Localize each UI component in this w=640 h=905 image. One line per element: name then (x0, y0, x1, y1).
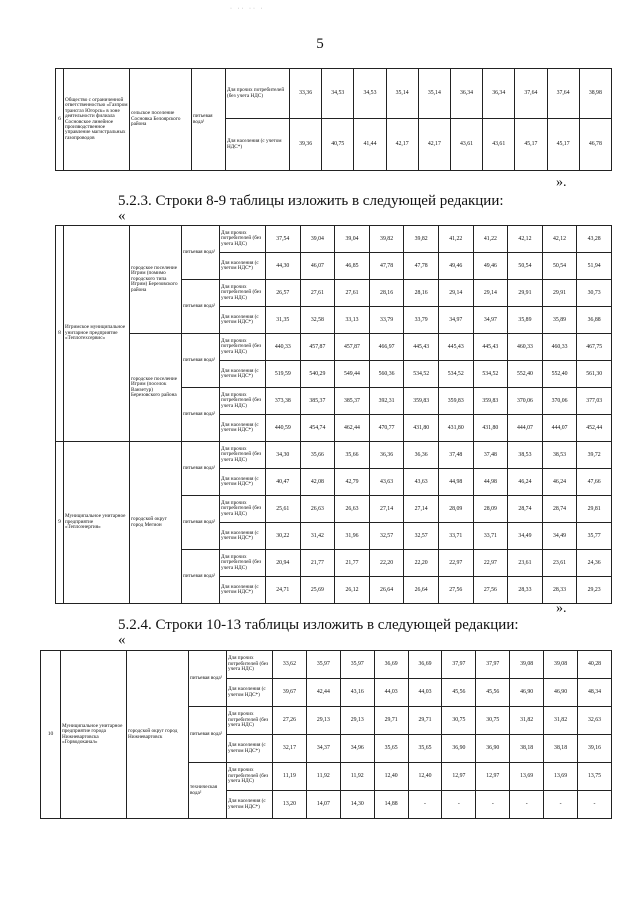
tariff-value: 534,52 (473, 361, 508, 388)
territory-name: городской округ город Мегион (130, 442, 182, 604)
tariff-value: 12,97 (476, 763, 510, 791)
tariff-value: 457,87 (300, 334, 335, 361)
tariff-value: 22,97 (438, 550, 473, 577)
tariff-value: 36,69 (408, 651, 442, 679)
tariff-value: 385,37 (300, 388, 335, 415)
tariff-value: 27,61 (335, 280, 370, 307)
tariff-value: 24,36 (577, 550, 612, 577)
tariff-value: 39,08 (510, 651, 544, 679)
tariff-value: 47,66 (577, 469, 612, 496)
tariff-value: 29,13 (306, 707, 340, 735)
consumer-label-population: Для населения (с учетом НДС*) (220, 523, 266, 550)
opening-quote: « (118, 632, 126, 648)
tariff-value: 40,47 (266, 469, 301, 496)
consumer-label-others: Для прочих потребителей (без учета НДС) (220, 550, 266, 577)
tariff-value: 29,71 (374, 707, 408, 735)
tariff-value: 34,53 (354, 69, 386, 119)
tariff-value: 36,36 (404, 442, 439, 469)
tariff-value: 29,14 (438, 280, 473, 307)
tariff-value: 38,53 (508, 442, 543, 469)
tariff-value: 43,61 (483, 119, 515, 171)
tariff-value: 462,44 (335, 415, 370, 442)
tariff-value: 14,07 (306, 791, 340, 819)
tariff-value: 552,40 (508, 361, 543, 388)
tariff-value: 460,33 (508, 334, 543, 361)
tariff-value: 33,13 (335, 307, 370, 334)
tariff-value: - (442, 791, 476, 819)
tariff-value: 27,56 (473, 577, 508, 604)
tariff-value: 39,82 (369, 226, 404, 253)
closing-quote: ». (556, 601, 567, 616)
water-type: питьевая вода¹ (189, 651, 227, 707)
consumer-label-population: Для населения (с учетом НДС*) (226, 119, 290, 171)
tariff-value: 28,33 (542, 577, 577, 604)
tariff-value: 49,46 (438, 253, 473, 280)
water-type: питьевая вода² (182, 280, 220, 334)
tariff-value: 561,30 (577, 361, 612, 388)
tariff-value: 44,03 (374, 679, 408, 707)
tariff-value: - (544, 791, 578, 819)
tariff-value: 29,23 (577, 577, 612, 604)
tariff-value: 552,40 (542, 361, 577, 388)
tariff-value: 39,04 (335, 226, 370, 253)
tariff-value: 38,98 (579, 69, 611, 119)
tariff-value: 23,61 (542, 550, 577, 577)
tariff-value: 46,78 (579, 119, 611, 171)
tariff-value: 35,65 (374, 735, 408, 763)
tariff-value: 44,03 (408, 679, 442, 707)
tariff-value: 36,88 (577, 307, 612, 334)
tariff-value: 35,77 (577, 523, 612, 550)
consumer-label-population: Для населения (с учетом НДС*) (227, 679, 273, 707)
tariff-value: 44,98 (473, 469, 508, 496)
opening-quote: « (118, 208, 126, 224)
tariff-value: 27,56 (438, 577, 473, 604)
tariff-value: 46,85 (335, 253, 370, 280)
tariff-value: 12,97 (442, 763, 476, 791)
tariff-value: 32,57 (404, 523, 439, 550)
tariff-value: 39,16 (578, 735, 612, 763)
tariff-value: 370,06 (508, 388, 543, 415)
tariff-value: 51,94 (577, 253, 612, 280)
tariff-value: 37,97 (442, 651, 476, 679)
tariff-value: 36,90 (476, 735, 510, 763)
tariff-value: 38,18 (510, 735, 544, 763)
tariff-value: 431,80 (404, 415, 439, 442)
organization-name: Общество с ограниченной ответственностью «Газпром трансгаз Югорск» в зоне деятельности филиала Сосновское линейное производственное управление магистральных газопроводов (64, 69, 130, 171)
tariff-value: 35,97 (306, 651, 340, 679)
tariff-value: - (476, 791, 510, 819)
tariff-value: 359,83 (473, 388, 508, 415)
tariff-value: 28,74 (542, 496, 577, 523)
consumer-label-others: Для прочих потребителей (без учета НДС) (227, 707, 273, 735)
tariff-value: 11,92 (340, 763, 374, 791)
tariff-value: 34,97 (438, 307, 473, 334)
tariff-value: 31,82 (510, 707, 544, 735)
tariff-value: 36,69 (374, 651, 408, 679)
tariff-value: 444,07 (508, 415, 543, 442)
territory-name: сельское поселение Сосновка Белоярского района (130, 69, 192, 171)
tariff-value: 26,63 (300, 496, 335, 523)
tariff-value: 519,59 (266, 361, 301, 388)
tariff-value: 30,75 (476, 707, 510, 735)
tariff-value: 31,82 (544, 707, 578, 735)
tariff-value: 22,20 (404, 550, 439, 577)
tariff-value: 45,17 (515, 119, 547, 171)
tariff-value: 36,36 (369, 442, 404, 469)
tariff-value: 13,75 (578, 763, 612, 791)
tariff-value: 445,43 (473, 334, 508, 361)
tariff-value: 38,53 (542, 442, 577, 469)
tariff-value: 31,96 (335, 523, 370, 550)
consumer-label-population: Для населения (с учетом НДС*) (220, 415, 266, 442)
tariff-value: 32,58 (300, 307, 335, 334)
tariff-value: 359,83 (438, 388, 473, 415)
water-type: питьевая вода² (189, 707, 227, 763)
tariff-value: 11,19 (273, 763, 307, 791)
tariff-value: 29,13 (340, 707, 374, 735)
tariff-value: 431,80 (438, 415, 473, 442)
tariff-value: 454,74 (300, 415, 335, 442)
tariff-value: 35,66 (300, 442, 335, 469)
tariff-value: 31,42 (300, 523, 335, 550)
tariff-value: 31,35 (266, 307, 301, 334)
tariff-value: 47,78 (369, 253, 404, 280)
tariff-value: 27,61 (300, 280, 335, 307)
water-type: техническая вода² (189, 763, 227, 819)
tariff-value: 36,90 (442, 735, 476, 763)
tariff-value: 34,97 (473, 307, 508, 334)
tariff-value: 43,28 (577, 226, 612, 253)
tariff-value: 14,30 (340, 791, 374, 819)
tariff-value: 34,37 (306, 735, 340, 763)
tariff-value: 33,71 (438, 523, 473, 550)
tariff-value: - (578, 791, 612, 819)
tariff-value: 46,24 (542, 469, 577, 496)
consumer-label-others: Для прочих потребителей (без учета НДС) (220, 442, 266, 469)
tariff-value: 37,48 (473, 442, 508, 469)
tariff-value: 440,33 (266, 334, 301, 361)
consumer-label-population: Для населения (с учетом НДС*) (227, 735, 273, 763)
closing-quote: ». (556, 175, 567, 190)
row-number: 6 (56, 69, 64, 171)
consumer-label-population: Для населения (с учетом НДС*) (220, 469, 266, 496)
water-type: питьевая вода¹ (192, 69, 226, 171)
tariff-value: 27,14 (404, 496, 439, 523)
tariff-value: 42,12 (542, 226, 577, 253)
tariff-value: 48,34 (578, 679, 612, 707)
tariff-value: 534,52 (438, 361, 473, 388)
tariff-value: 42,79 (335, 469, 370, 496)
tariff-value: 39,08 (544, 651, 578, 679)
tariff-value: 28,33 (508, 577, 543, 604)
tariff-value: 27,14 (369, 496, 404, 523)
tariff-value: 40,75 (322, 119, 354, 171)
tariff-value: 37,97 (476, 651, 510, 679)
row-number: 9 (56, 442, 64, 604)
tariff-value: 37,54 (266, 226, 301, 253)
tariff-value: 540,29 (300, 361, 335, 388)
tariff-value: 29,81 (577, 496, 612, 523)
tariff-value: 11,92 (306, 763, 340, 791)
tariff-value: 35,14 (418, 69, 450, 119)
consumer-label-others: Для прочих потребителей (без учета НДС) (220, 334, 266, 361)
tariff-value: 33,62 (273, 651, 307, 679)
tariff-value: 46,07 (300, 253, 335, 280)
tariff-value: 50,54 (542, 253, 577, 280)
tariff-value: 460,33 (542, 334, 577, 361)
tariff-value: 431,80 (473, 415, 508, 442)
table-rows-8-9 (55, 225, 612, 604)
tariff-value: 42,44 (306, 679, 340, 707)
row-number: 10 (41, 651, 61, 819)
tariff-value: 42,08 (300, 469, 335, 496)
section-heading: 5.2.4. Строки 10-13 таблицы изложить в следующей редакции: (118, 617, 519, 633)
tariff-value: 43,16 (340, 679, 374, 707)
tariff-value: 46,90 (510, 679, 544, 707)
tariff-value: 42,12 (508, 226, 543, 253)
tariff-value: 36,34 (483, 69, 515, 119)
tariff-value: 30,75 (442, 707, 476, 735)
tariff-value: 42,17 (418, 119, 450, 171)
consumer-label-others: Для прочих потребителей (без учета НДС) (220, 496, 266, 523)
tariff-value: 28,16 (369, 280, 404, 307)
tariff-value: 35,14 (386, 69, 418, 119)
water-type: питьевая вода² (182, 550, 220, 604)
water-type: питьевая вода¹ (182, 226, 220, 280)
tariff-value: 49,46 (473, 253, 508, 280)
tariff-value: 373,38 (266, 388, 301, 415)
tariff-value: 39,36 (290, 119, 322, 171)
tariff-value: 560,36 (369, 361, 404, 388)
tariff-value: 34,49 (508, 523, 543, 550)
tariff-value: 39,82 (404, 226, 439, 253)
tariff-value: 32,63 (578, 707, 612, 735)
tariff-value: 22,97 (473, 550, 508, 577)
tariff-value: 35,65 (408, 735, 442, 763)
table-row-10 (40, 650, 612, 819)
tariff-value: 39,67 (273, 679, 307, 707)
organization-name: Муниципальное унитарное предприятие города Нижневартовска «Горводоканал» (61, 651, 127, 819)
tariff-value: 43,63 (369, 469, 404, 496)
tariff-value: 29,91 (542, 280, 577, 307)
tariff-value: 44,98 (438, 469, 473, 496)
tariff-value: 39,72 (577, 442, 612, 469)
tariff-value: 44,30 (266, 253, 301, 280)
tariff-value: 32,17 (273, 735, 307, 763)
tariff-value: 457,87 (335, 334, 370, 361)
tariff-value: 28,16 (404, 280, 439, 307)
tariff-value: 40,28 (578, 651, 612, 679)
tariff-value: 12,40 (374, 763, 408, 791)
tariff-value: 35,66 (335, 442, 370, 469)
tariff-value: 444,07 (542, 415, 577, 442)
tariff-value: 13,69 (510, 763, 544, 791)
tariff-value: 392,31 (369, 388, 404, 415)
water-type: питьевая вода¹ (182, 334, 220, 388)
tariff-value: 45,56 (442, 679, 476, 707)
tariff-value: 46,90 (544, 679, 578, 707)
tariff-value: 41,44 (354, 119, 386, 171)
consumer-label-population: Для населения (с учетом НДС*) (227, 791, 273, 819)
tariff-value: 466,97 (369, 334, 404, 361)
section-heading: 5.2.3. Строки 8-9 таблицы изложить в следующей редакции: (118, 193, 504, 209)
tariff-value: 43,63 (404, 469, 439, 496)
tariff-value: 29,14 (473, 280, 508, 307)
tariff-value: 14,88 (374, 791, 408, 819)
tariff-value: 43,61 (450, 119, 482, 171)
tariff-value: 35,89 (542, 307, 577, 334)
tariff-value: 33,71 (473, 523, 508, 550)
tariff-value: 26,57 (266, 280, 301, 307)
tariff-value: 445,43 (438, 334, 473, 361)
tariff-value: 549,44 (335, 361, 370, 388)
tariff-value: 385,37 (335, 388, 370, 415)
tariff-value: 22,20 (369, 550, 404, 577)
consumer-label-population: Для населения (с учетом НДС*) (220, 307, 266, 334)
row-number: 8 (56, 226, 64, 442)
tariff-value: 39,04 (300, 226, 335, 253)
tariff-value: 28,09 (438, 496, 473, 523)
tariff-value: 34,96 (340, 735, 374, 763)
tariff-value: 45,56 (476, 679, 510, 707)
territory-name: городской округ город Нижневартовск (127, 651, 189, 819)
tariff-value: 25,69 (300, 577, 335, 604)
territory-name: городское поселение Игрим (поселок Ванзетур) Березовского района (130, 334, 182, 442)
consumer-label-population: Для населения (с учетом НДС*) (220, 361, 266, 388)
tariff-value: 26,64 (404, 577, 439, 604)
tariff-value: 30,22 (266, 523, 301, 550)
tariff-value: - (510, 791, 544, 819)
tariff-value: 35,97 (340, 651, 374, 679)
tariff-value: 26,12 (335, 577, 370, 604)
tariff-value: 26,63 (335, 496, 370, 523)
consumer-label-others: Для прочих потребителей (без учета НДС) (220, 226, 266, 253)
tariff-value: 37,48 (438, 442, 473, 469)
consumer-label-population: Для населения (с учетом НДС*) (220, 577, 266, 604)
tariff-value: 34,53 (322, 69, 354, 119)
table-row-6 (55, 68, 612, 171)
tariff-value: 534,52 (404, 361, 439, 388)
tariff-value: 21,77 (335, 550, 370, 577)
water-type: питьевая вода¹ (182, 442, 220, 496)
tariff-value: 41,22 (438, 226, 473, 253)
tariff-value: 12,40 (408, 763, 442, 791)
tariff-value: 29,71 (408, 707, 442, 735)
tariff-value: 33,36 (290, 69, 322, 119)
tariff-value: 20,94 (266, 550, 301, 577)
tariff-value: 45,17 (547, 119, 579, 171)
tariff-value: 46,24 (508, 469, 543, 496)
tariff-value: 38,18 (544, 735, 578, 763)
consumer-label-population: Для населения (с учетом НДС*) (220, 253, 266, 280)
consumer-label-others: Для прочих потребителей (без учета НДС) (220, 388, 266, 415)
tariff-value: 24,71 (266, 577, 301, 604)
tariff-value: 359,83 (404, 388, 439, 415)
tariff-value: 33,79 (404, 307, 439, 334)
page-number: 5 (316, 36, 324, 52)
tariff-value: 27,26 (273, 707, 307, 735)
tariff-value: 33,79 (369, 307, 404, 334)
tariff-value: 13,20 (273, 791, 307, 819)
tariff-value: 42,17 (386, 119, 418, 171)
tariff-value: - (408, 791, 442, 819)
tariff-value: 26,64 (369, 577, 404, 604)
organization-name: Игримское муниципальное унитарное предприятие «Теплотехсервис» (64, 226, 130, 442)
water-type: питьевая вода² (182, 496, 220, 550)
tariff-value: 445,43 (404, 334, 439, 361)
tariff-value: 470,77 (369, 415, 404, 442)
tariff-value: 440,59 (266, 415, 301, 442)
consumer-label-others: Для прочих потребителей (без учета НДС) (226, 69, 290, 119)
tariff-value: 377,03 (577, 388, 612, 415)
tariff-value: 452,44 (577, 415, 612, 442)
tariff-value: 37,64 (515, 69, 547, 119)
tariff-value: 21,77 (300, 550, 335, 577)
territory-name: городское поселение Игрим (помимо городского типа Игрим) Березовского района (130, 226, 182, 334)
tariff-value: 37,64 (547, 69, 579, 119)
tariff-value: 50,54 (508, 253, 543, 280)
tariff-value: 370,06 (542, 388, 577, 415)
tariff-value: 34,30 (266, 442, 301, 469)
tariff-value: 467,75 (577, 334, 612, 361)
tariff-value: 29,91 (508, 280, 543, 307)
consumer-label-others: Для прочих потребителей (без учета НДС) (227, 651, 273, 679)
tariff-value: 32,57 (369, 523, 404, 550)
tariff-value: 36,34 (450, 69, 482, 119)
scan-artifacts: · ·· ·· · (230, 6, 265, 12)
tariff-value: 47,78 (404, 253, 439, 280)
tariff-value: 30,73 (577, 280, 612, 307)
tariff-value: 28,09 (473, 496, 508, 523)
tariff-value: 41,22 (473, 226, 508, 253)
tariff-value: 23,61 (508, 550, 543, 577)
tariff-value: 13,69 (544, 763, 578, 791)
water-type: питьевая вода² (182, 388, 220, 442)
tariff-value: 28,74 (508, 496, 543, 523)
consumer-label-others: Для прочих потребителей (без учета НДС) (220, 280, 266, 307)
tariff-value: 34,49 (542, 523, 577, 550)
tariff-value: 35,89 (508, 307, 543, 334)
consumer-label-others: Для прочих потребителей (без учета НДС) (227, 763, 273, 791)
tariff-value: 25,61 (266, 496, 301, 523)
organization-name: Муниципальное унитарное предприятие «Теплоэнергия» (64, 442, 130, 604)
